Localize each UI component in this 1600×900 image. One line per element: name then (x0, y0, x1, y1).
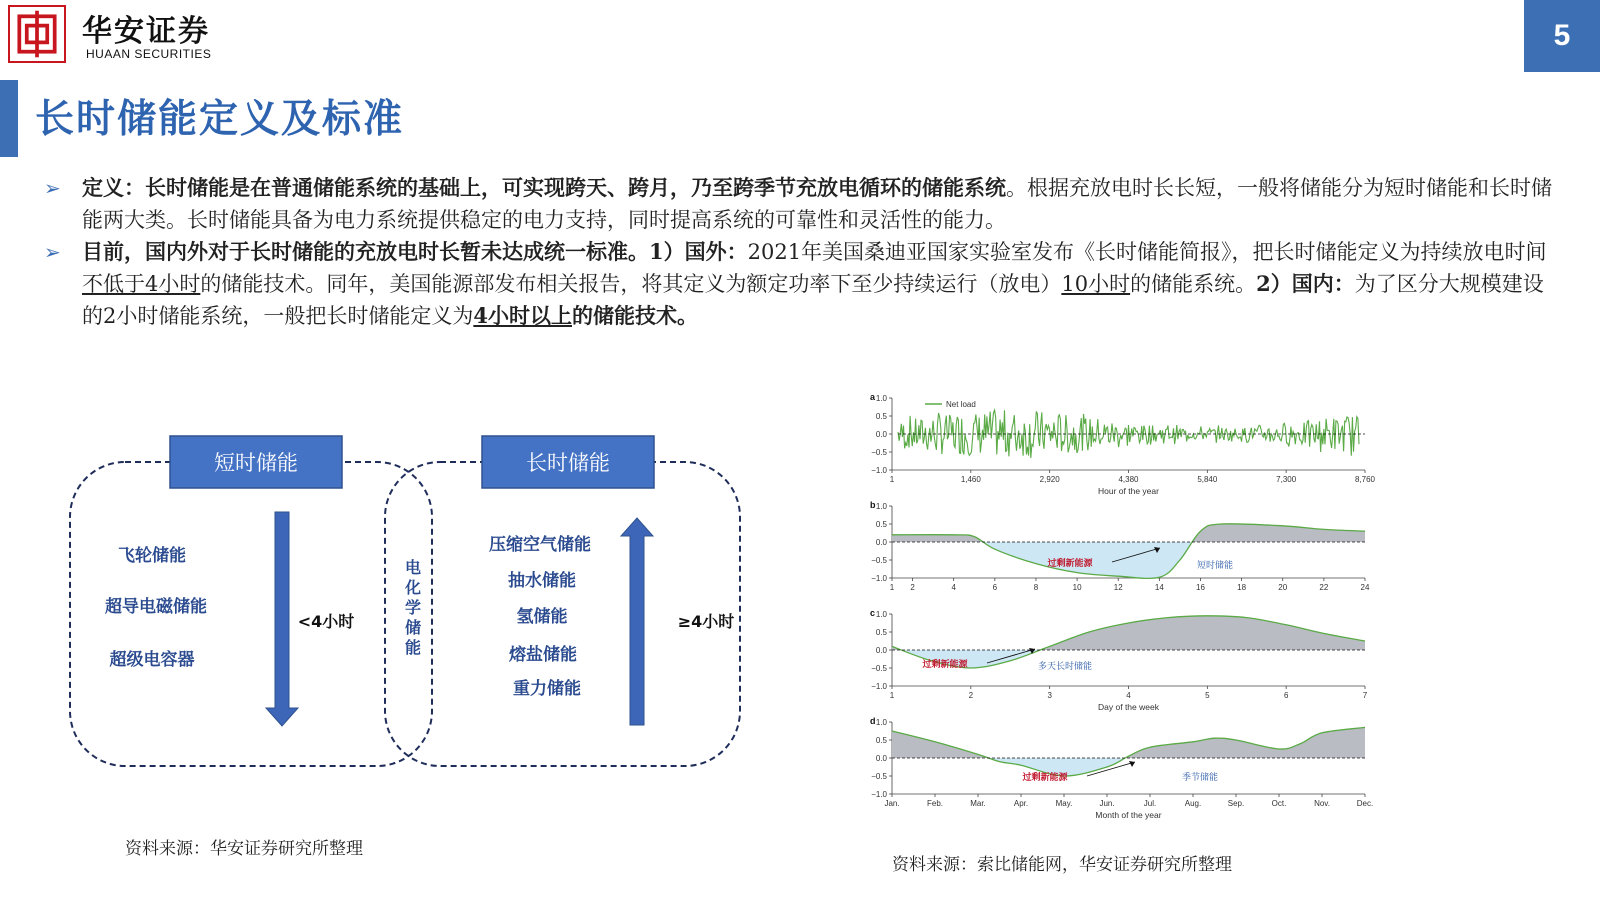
annotation-storage: 短时储能 (1196, 561, 1234, 571)
underline-10h: 10小时 (1061, 272, 1131, 296)
panel-letter: b (870, 500, 876, 510)
x-tick-label: 18 (1237, 583, 1247, 592)
x-tick-label: 3 (1047, 691, 1052, 700)
annotation-storage: 季节储能 (1181, 773, 1219, 783)
x-tick-label: 1,460 (960, 475, 981, 484)
x-tick-label: 8,760 (1354, 475, 1376, 484)
x-tick-label: Aug. (1184, 799, 1202, 808)
standard-text: 的储能技术。同年，美国能源部发布相关报告，将其定义为额定功率下至少持续运行（放电） (200, 272, 1062, 296)
x-tick-label: 14 (1154, 583, 1164, 592)
x-tick-label: Dec. (1356, 799, 1374, 808)
storage-classification-diagram (60, 430, 770, 800)
underline-4h-plus: 4小时以上 (473, 303, 572, 328)
y-tick-label: −0.5 (871, 664, 887, 673)
middle-char: 电 (404, 558, 422, 577)
x-tick-label: 4,380 (1118, 475, 1139, 484)
x-tick-label: Jun. (1099, 799, 1115, 808)
x-tick-label: 5 (1205, 691, 1210, 700)
source-note-right: 资料来源：索比储能网，华安证券研究所整理 (892, 855, 1232, 875)
x-tick-label: 5,840 (1197, 475, 1218, 484)
x-tick-label: 4 (1126, 691, 1131, 700)
annotation-storage: 多天长时储能 (1037, 662, 1093, 672)
x-tick-label: 6 (1283, 691, 1289, 700)
down-arrow-icon (266, 512, 298, 726)
x-tick-label: 12 (1113, 583, 1123, 592)
x-tick-label: 16 (1196, 583, 1205, 592)
standard-text: 的储能系统。 (1130, 272, 1257, 296)
surplus-demand-area (892, 727, 1365, 776)
y-tick-label: 0.0 (875, 538, 887, 547)
long-item: 压缩空气储能 (489, 535, 591, 555)
x-tick-label: 4 (951, 583, 956, 592)
short-item: 超导电磁储能 (105, 597, 207, 617)
legend-label: Net load (946, 400, 976, 409)
middle-char: 储 (404, 618, 422, 637)
x-tick-label: 1 (889, 691, 895, 700)
definition-rest: 。根据充放电时长长短，一般将储能分为短时储能和长时储能两大类。长时储能具备为电力系统提供稳定的电力支持，同时提高系统的可靠性和灵活性的能力。 (82, 176, 1552, 232)
annotation-arrowhead (1129, 761, 1135, 767)
x-tick-label: 20 (1278, 583, 1288, 592)
annotation-excess: 过剩新能源 (922, 660, 968, 670)
standard-text: 2021年美国桑迪亚国家实验室发布《长时储能简报》，把长时储能定义为持续放电时间 (747, 240, 1547, 264)
net-load-figure (870, 390, 1410, 850)
standard-end: 的储能技术。 (571, 303, 698, 328)
annotation-excess: 过剩新能源 (1047, 559, 1093, 569)
x-tick-label: 7,300 (1276, 475, 1297, 484)
page-title: 长时储能定义及标准 (35, 97, 405, 142)
long-item: 氢储能 (516, 607, 568, 627)
y-tick-label: −0.5 (871, 556, 887, 565)
page-number: 5 (1524, 0, 1600, 72)
short-duration-label: <4小时 (297, 612, 355, 631)
x-tick-label: 10 (1072, 583, 1082, 592)
panel-letter: d (870, 716, 876, 726)
middle-char: 化 (404, 578, 422, 597)
short-item: 超级电容器 (109, 650, 195, 670)
long-duration-label: ≥4小时 (677, 612, 735, 631)
logo-mark-icon (10, 7, 64, 61)
x-tick-label: 6 (992, 583, 998, 592)
x-tick-label: 2,920 (1039, 475, 1060, 484)
x-tick-label: 7 (1362, 691, 1368, 700)
x-tick-label: Oct. (1271, 799, 1287, 808)
x-tick-label: Mar. (970, 799, 986, 808)
x-tick-label: 1 (889, 583, 895, 592)
long-item: 熔盐储能 (509, 645, 577, 665)
bullet-arrow-icon: ➢ (44, 240, 61, 264)
x-tick-label: 22 (1319, 583, 1329, 592)
y-tick-label: −0.5 (871, 772, 887, 781)
x-tick-label: May. (1055, 799, 1073, 808)
x-tick-label: 2 (910, 583, 915, 592)
y-tick-label: 0.0 (875, 754, 887, 763)
short-title: 短时储能 (214, 451, 298, 475)
bullet-arrow-icon: ➢ (44, 176, 61, 200)
bullet-list (44, 172, 1554, 332)
x-axis-label: Month of the year (1095, 810, 1162, 820)
annotation-excess: 过剩新能源 (1022, 773, 1068, 783)
y-tick-label: −0.5 (871, 448, 887, 457)
up-arrow-icon (621, 518, 653, 725)
x-tick-label: Jan. (884, 799, 900, 808)
x-axis-label: Day of the week (1098, 702, 1159, 712)
y-tick-label: 0.0 (875, 430, 887, 439)
y-tick-label: −1.0 (871, 682, 887, 691)
y-tick-label: 0.5 (875, 412, 887, 421)
y-tick-label: 0.0 (875, 646, 887, 655)
source-note-left: 资料来源：华安证券研究所整理 (125, 839, 363, 859)
y-tick-label: 1.0 (875, 502, 887, 511)
panel-letter: c (870, 608, 876, 618)
underline-4h: 不低于4小时 (82, 272, 201, 296)
y-tick-label: 0.5 (875, 628, 887, 637)
x-tick-label: Jul. (1143, 799, 1157, 808)
domestic-label: 2）国内： (1256, 271, 1355, 296)
x-tick-label: Nov. (1314, 799, 1330, 808)
brand-name-cn: 华安证券 (82, 14, 210, 49)
x-tick-label: Sep. (1227, 799, 1245, 808)
y-tick-label: 1.0 (875, 718, 887, 727)
x-tick-label: 8 (1033, 583, 1039, 592)
company-logo (8, 5, 66, 63)
y-tick-label: −1.0 (871, 574, 887, 583)
long-item: 重力储能 (513, 679, 581, 699)
y-tick-label: −1.0 (871, 466, 887, 475)
short-item: 飞轮储能 (118, 546, 186, 566)
x-tick-label: Feb. (926, 799, 944, 808)
long-item: 抽水储能 (508, 571, 576, 591)
brand-name-en: HUAAN SECURITIES (86, 47, 212, 61)
x-tick-label: Apr. (1013, 799, 1029, 808)
middle-char: 学 (404, 598, 422, 617)
y-tick-label: 0.5 (875, 520, 887, 529)
middle-char: 能 (404, 638, 422, 657)
title-accent-bar (0, 80, 18, 157)
x-tick-label: 2 (968, 691, 974, 700)
y-tick-label: 1.0 (875, 394, 887, 403)
x-axis-label: Hour of the year (1098, 486, 1159, 496)
y-tick-label: −1.0 (871, 790, 887, 799)
panel-letter: a (870, 392, 876, 402)
bullet-definition (44, 172, 1554, 236)
standard-text: 为了区分大规模建设的2小时储能系统，一般把长时储能定义为 (82, 272, 1544, 328)
x-tick-label: 1 (889, 475, 895, 484)
y-tick-label: 0.5 (875, 736, 887, 745)
long-title: 长时储能 (526, 451, 610, 475)
definition-lead: 定义：长时储能是在普通储能系统的基础上，可实现跨天、跨月，乃至跨季节充放电循环的储能系统 (82, 175, 1006, 200)
bullet-standard (44, 236, 1554, 332)
x-tick-label: 24 (1360, 583, 1370, 592)
y-tick-label: 1.0 (875, 610, 887, 619)
standard-lead: 目前，国内外对于长时储能的充放电时长暂未达成统一标准。1）国外： (82, 239, 748, 264)
